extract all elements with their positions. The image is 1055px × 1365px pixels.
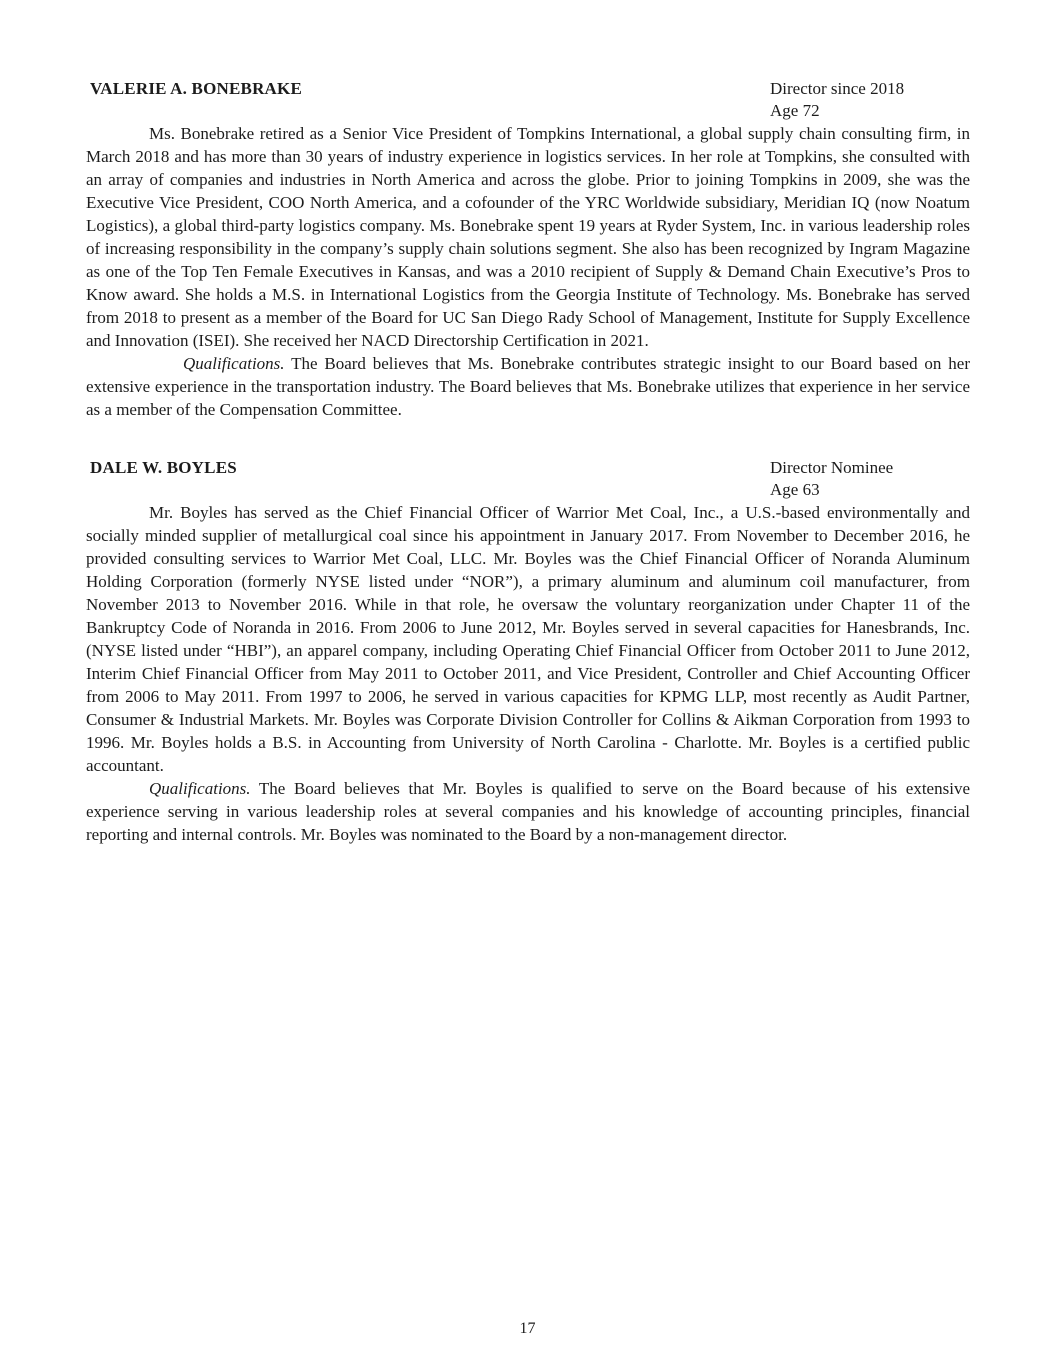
director-header xyxy=(86,78,970,122)
qualifications-label: Qualifications. xyxy=(183,354,285,373)
page-number: 17 xyxy=(519,1320,536,1337)
director-age: Age 63 xyxy=(770,480,820,499)
director-info xyxy=(770,78,904,122)
director-qualifications xyxy=(86,352,970,421)
director-bio: Mr. Boyles has served as the Chief Financial Officer of Warrior Met Coal, Inc., a U.S.-based environmentally and socially minded supplier of metallurgical coal since his appointment in January 2017. From November to December 2016, he provided consulting services to Warrior Met Coal, LLC. Mr. Boyles was the Chief Financial Officer of Noranda Aluminum Holding Corporation (formerly NYSE listed under “NOR”), a primary aluminum and aluminum coil manufacturer, from November 2013 to November 2016. While in that role, he oversaw the voluntary reorganization under Chapter 11 of the Bankruptcy Code of Noranda in 2016. From 2006 to June 2012, Mr. Boyles served in several capacities for Hanesbrands, Inc. (NYSE listed under “HBI”), an apparel company, including Operating Chief Financial Officer from October 2011 to June 2012, Interim Chief Financial Officer from May 2011 to October 2011, and Vice President, Controller and Chief Accounting Officer from 2006 to May 2011. From 1997 to 2006, he served in various capacities for KPMG LLP, most recently as Audit Partner, Consumer & Industrial Markets. Mr. Boyles was Corporate Division Controller for Collins & Aikman Corporation from 1993 to 1996. Mr. Boyles holds a B.S. in Accounting from University of North Carolina - Charlotte. Mr. Boyles is a certified public accountant. xyxy=(86,503,970,775)
director-section-boyles xyxy=(86,457,970,846)
director-header xyxy=(86,457,970,501)
director-qualifications xyxy=(86,777,970,846)
qualifications-text: The Board believes that Ms. Bonebrake contributes strategic insight to our Board based on her extensive experience in the transportation industry. The Board believes that Ms. Bonebrake utilizes that experience in her service as a member of the Compensation Committee. xyxy=(86,354,970,419)
qualifications-label: Qualifications. xyxy=(149,779,251,798)
director-info xyxy=(770,457,893,501)
director-section-bonebrake xyxy=(86,78,970,421)
director-name: DALE W. BOYLES xyxy=(90,458,237,477)
director-bio: Ms. Bonebrake retired as a Senior Vice President of Tompkins International, a global supply chain consulting firm, in March 2018 and has more than 30 years of industry experience in logistics services. In her role at Tompkins, she consulted with an array of companies and industries in North America and across the globe. Prior to joining Tompkins in 2009, she was the Executive Vice President, COO North America, and a cofounder of the YRC Worldwide subsidiary, Meridian IQ (now Noatum Logistics), a global third-party logistics company. Ms. Bonebrake spent 19 years at Ryder System, Inc. in various leadership roles of increasing responsibility in the company’s supply chain solutions segment. She also has been recognized by Ingram Magazine as one of the Top Ten Female Executives in Kansas, and was a 2010 recipient of Supply & Demand Chain Executive’s Pros to Know award. She holds a M.S. in International Logistics from the Georgia Institute of Technology. Ms. Bonebrake has served from 2018 to present as a member of the Board for UC San Diego Rady School of Management, Institute for Supply Excellence and Innovation (ISEI). She received her NACD Directorship Certification in 2021. xyxy=(86,124,970,350)
director-tenure: Director since 2018 xyxy=(770,79,905,98)
director-name: VALERIE A. BONEBRAKE xyxy=(90,79,302,98)
director-tenure: Director Nominee xyxy=(770,458,894,477)
director-age: Age 72 xyxy=(770,101,820,120)
qualifications-text: The Board believes that Mr. Boyles is qualified to serve on the Board because of his extensive experience serving in various leadership roles at several companies and his knowledge of accounting principles, financial reporting and internal controls. Mr. Boyles was nominated to the Board by a non-management director. xyxy=(86,779,970,844)
page-footer xyxy=(0,1319,1055,1339)
